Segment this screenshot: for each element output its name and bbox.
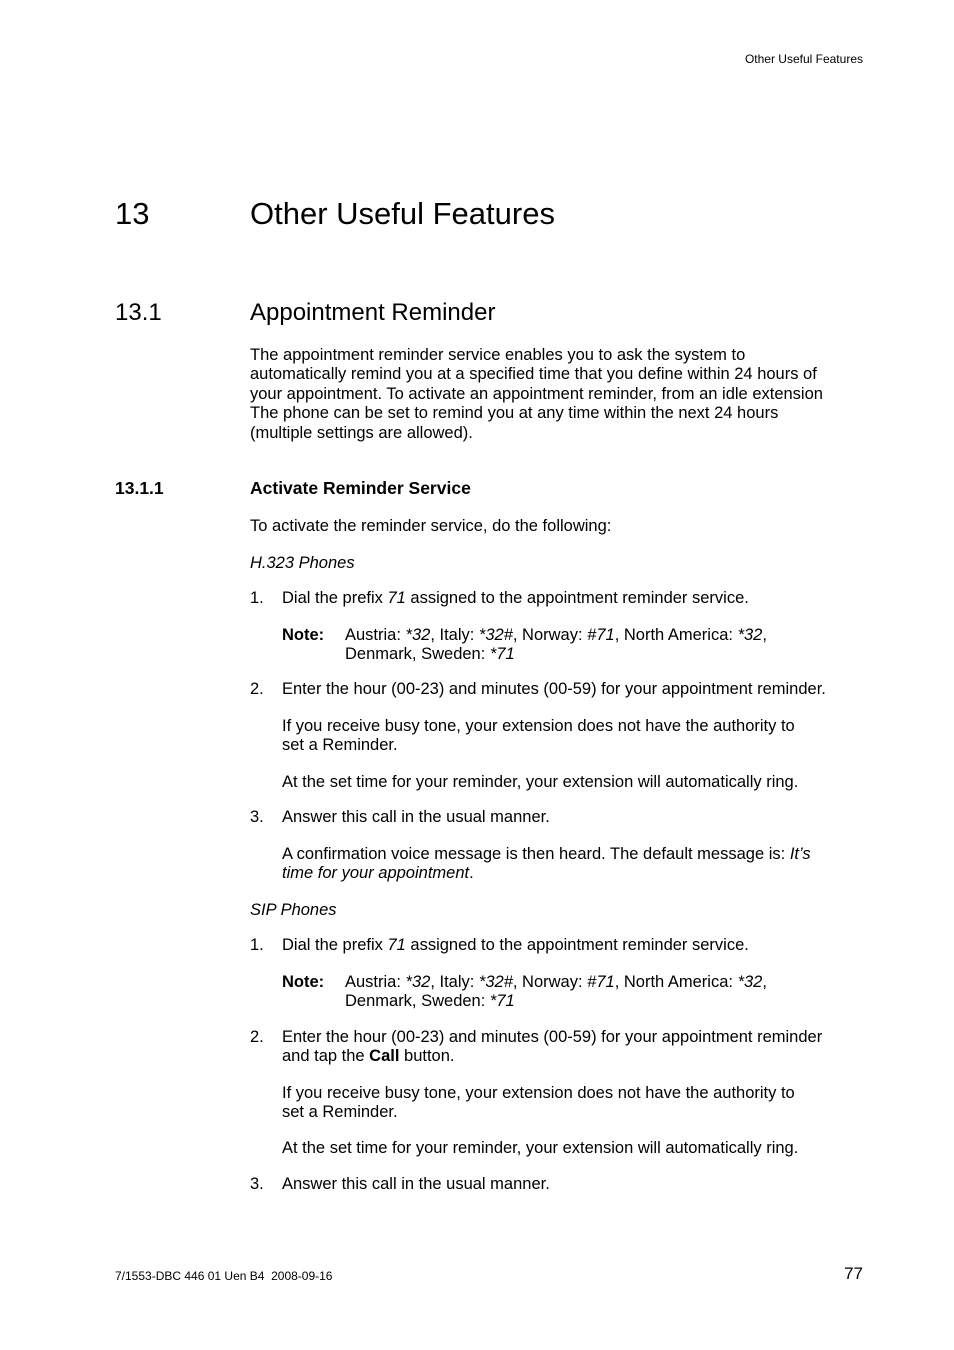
subsection-number: 13.1.1 <box>115 478 164 498</box>
intro-line: automatically remind you at a specified time that you define within 24 hours of <box>250 365 817 384</box>
h323-step1-text: Dial the prefix 71 assigned to the appointment reminder service. <box>282 589 749 607</box>
sip-step2-text: Enter the hour (00-23) and minutes (00-59) for your appointment reminder and tap the Call button. <box>282 1028 823 1066</box>
subsection-title: Activate Reminder Service <box>250 478 471 498</box>
footer-doc-id: 7/1553-DBC 446 01 Uen B4 2008-09-16 <box>115 1269 333 1283</box>
section-title: Appointment Reminder <box>250 299 496 326</box>
sip-note-text: Austria: *32, Italy: *32#, Norway: #71, North America: *32, Denmark, Sweden: *71 <box>345 973 767 1011</box>
sip-ring-text: At the set time for your reminder, your extension will automatically ring. <box>282 1139 799 1157</box>
h323-busy-text: If you receive busy tone, your extension does not have the authority to set a Reminder. <box>282 717 795 755</box>
chapter-title: Other Useful Features <box>250 196 555 231</box>
intro-line: The phone can be set to remind you at any time within the next 24 hours <box>250 404 779 423</box>
intro-line: your appointment. To activate an appointment reminder, from an idle extension <box>250 384 823 403</box>
sip-heading: SIP Phones <box>250 901 337 919</box>
sip-step3-text: Answer this call in the usual manner. <box>282 1175 550 1193</box>
h323-step3-text: Answer this call in the usual manner. <box>282 808 550 826</box>
sip-step2-number: 2. <box>250 1028 264 1046</box>
section-intro <box>250 346 870 443</box>
h323-confirm-text: A confirmation voice message is then heard. The default message is: It’s time for your appointment. <box>282 845 811 883</box>
sip-step1-number: 1. <box>250 936 264 954</box>
running-header: Other Useful Features <box>744 52 863 66</box>
h323-heading: H.323 Phones <box>250 554 355 572</box>
sip-step1-text: Dial the prefix 71 assigned to the appointment reminder service. <box>282 936 749 954</box>
h323-note-text: Austria: *32, Italy: *32#, Norway: #71, North America: *32, Denmark, Sweden: *71 <box>345 626 767 664</box>
call-button-label: Call <box>369 1047 400 1066</box>
intro-line: (multiple settings are allowed). <box>250 423 473 442</box>
h323-ring-text: At the set time for your reminder, your extension will automatically ring. <box>282 773 799 791</box>
h323-step1-number: 1. <box>250 589 264 607</box>
sip-note-label: Note: <box>282 973 325 991</box>
h323-note-label: Note: <box>282 626 325 644</box>
intro-line: The appointment reminder service enables you to ask the system to <box>250 346 746 364</box>
page-number: 77 <box>844 1264 863 1283</box>
section-number: 13.1 <box>115 299 162 326</box>
h323-step3-number: 3. <box>250 808 264 826</box>
h323-step2-number: 2. <box>250 680 264 698</box>
sip-step3-number: 3. <box>250 1175 264 1193</box>
subsection-lead: To activate the reminder service, do the following: <box>250 517 612 535</box>
chapter-number: 13 <box>115 196 150 231</box>
sip-busy-text: If you receive busy tone, your extension does not have the authority to set a Reminder. <box>282 1084 795 1122</box>
h323-step2-text: Enter the hour (00-23) and minutes (00-59) for your appointment reminder. <box>282 680 826 698</box>
